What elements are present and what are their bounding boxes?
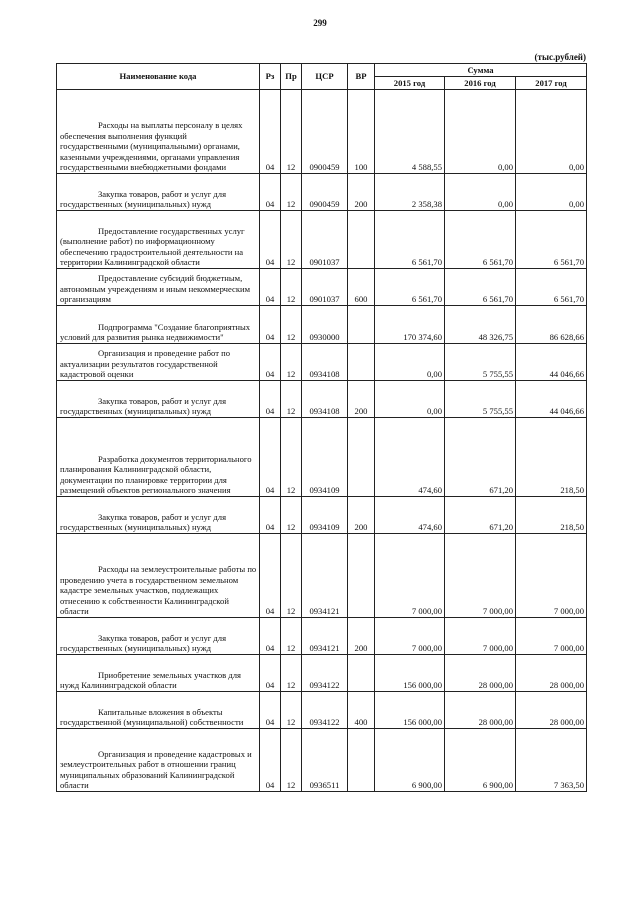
row-name-text: Капитальные вложения в объекты государственной (муниципальной) собственности (60, 706, 244, 728)
row-amount-2016: 6 561,70 (445, 269, 516, 306)
table-header-row (57, 64, 587, 77)
row-rz: 04 (260, 90, 281, 174)
row-name-text: Подпрограмма "Создание благоприятных условий для развития рынка недвижимости" (60, 321, 251, 343)
row-vr (348, 344, 375, 381)
row-name (57, 211, 260, 269)
row-vr (348, 418, 375, 497)
row-vr: 200 (348, 381, 375, 418)
row-amount-2017: 7 000,00 (516, 618, 587, 655)
row-rz: 04 (260, 692, 281, 729)
row-name-text: Закупка товаров, работ и услуг для государственных (муниципальных) нужд (60, 188, 227, 210)
row-pr: 12 (281, 618, 302, 655)
row-vr: 200 (348, 174, 375, 211)
table-body (57, 90, 587, 792)
row-amount-2016: 0,00 (445, 90, 516, 174)
table-row (57, 174, 587, 211)
row-pr: 12 (281, 692, 302, 729)
row-amount-2015: 6 900,00 (375, 729, 445, 792)
row-name (57, 90, 260, 174)
row-pr: 12 (281, 344, 302, 381)
table-row (57, 90, 587, 174)
row-name-text: Расходы на выплаты персоналу в целях обеспечения выполнения функций государственными (муниципальными) органами, казенными учреждениями, органами управления государственными внебюджетными фондами (60, 120, 243, 173)
row-csr: 0934121 (302, 618, 348, 655)
row-rz: 04 (260, 534, 281, 618)
row-amount-2017: 6 561,70 (516, 269, 587, 306)
unit-label: (тыс.рублей) (534, 52, 586, 62)
row-amount-2016: 7 000,00 (445, 618, 516, 655)
row-amount-2017: 28 000,00 (516, 692, 587, 729)
row-csr: 0934108 (302, 344, 348, 381)
table-row (57, 211, 587, 269)
row-amount-2016: 6 561,70 (445, 211, 516, 269)
row-rz: 04 (260, 344, 281, 381)
row-rz: 04 (260, 174, 281, 211)
table-row (57, 306, 587, 344)
row-csr: 0934121 (302, 534, 348, 618)
row-name (57, 618, 260, 655)
header-sum: Сумма (375, 64, 587, 77)
row-name-text: Предоставление субсидий бюджетным, автономным учреждениям и иным некоммерческим организациям (60, 273, 251, 305)
page-number: 299 (313, 18, 327, 28)
row-amount-2016: 671,20 (445, 497, 516, 534)
row-amount-2015: 474,60 (375, 418, 445, 497)
row-amount-2016: 5 755,55 (445, 344, 516, 381)
row-amount-2015: 170 374,60 (375, 306, 445, 344)
row-name-text: Закупка товаров, работ и услуг для государственных (муниципальных) нужд (60, 395, 227, 417)
row-name (57, 418, 260, 497)
row-csr: 0901037 (302, 211, 348, 269)
row-amount-2015: 6 561,70 (375, 269, 445, 306)
header-vr: ВР (348, 64, 375, 90)
row-pr: 12 (281, 729, 302, 792)
row-amount-2016: 48 326,75 (445, 306, 516, 344)
row-amount-2016: 671,20 (445, 418, 516, 497)
row-name-text: Расходы на землеустроительные работы по проведению учета в государственном земельном кадастре земельных участков, подлежащих отнесению к собственности Калининградской области (60, 564, 257, 617)
table-row (57, 418, 587, 497)
row-amount-2016: 7 000,00 (445, 534, 516, 618)
row-csr: 0930000 (302, 306, 348, 344)
row-amount-2015: 2 358,38 (375, 174, 445, 211)
row-vr (348, 534, 375, 618)
row-pr: 12 (281, 211, 302, 269)
row-amount-2017: 7 000,00 (516, 534, 587, 618)
row-vr (348, 655, 375, 692)
row-pr: 12 (281, 269, 302, 306)
table-row (57, 269, 587, 306)
row-name-text: Закупка товаров, работ и услуг для государственных (муниципальных) нужд (60, 511, 227, 533)
row-amount-2017: 7 363,50 (516, 729, 587, 792)
row-amount-2015: 474,60 (375, 497, 445, 534)
row-rz: 04 (260, 618, 281, 655)
row-amount-2016: 5 755,55 (445, 381, 516, 418)
row-name (57, 729, 260, 792)
row-amount-2015: 0,00 (375, 381, 445, 418)
row-name (57, 655, 260, 692)
row-pr: 12 (281, 534, 302, 618)
row-csr: 0900459 (302, 174, 348, 211)
table-row (57, 534, 587, 618)
row-amount-2015: 7 000,00 (375, 618, 445, 655)
row-name-text: Организация и проведение работ по актуализации результатов государственной кадастровой оценки (60, 348, 231, 380)
row-csr: 0934122 (302, 692, 348, 729)
budget-table (56, 63, 587, 792)
row-vr: 100 (348, 90, 375, 174)
row-name (57, 534, 260, 618)
row-amount-2016: 6 900,00 (445, 729, 516, 792)
table-row (57, 692, 587, 729)
row-name-text: Приобретение земельных участков для нужд Калининградской области (60, 669, 241, 691)
row-name (57, 692, 260, 729)
table-row (57, 729, 587, 792)
row-csr: 0934109 (302, 497, 348, 534)
row-rz: 04 (260, 269, 281, 306)
table-row (57, 618, 587, 655)
header-pr: Пр (281, 64, 302, 90)
row-amount-2017: 6 561,70 (516, 211, 587, 269)
row-name (57, 344, 260, 381)
row-amount-2017: 218,50 (516, 418, 587, 497)
row-rz: 04 (260, 211, 281, 269)
row-rz: 04 (260, 655, 281, 692)
row-name-text: Разработка документов территориального планирования Калининградской области, документации по планировке территории для размещений объектов регионального значения (60, 453, 252, 496)
row-amount-2017: 218,50 (516, 497, 587, 534)
row-amount-2015: 4 588,55 (375, 90, 445, 174)
row-pr: 12 (281, 174, 302, 211)
header-name: Наименование кода (57, 64, 260, 90)
row-amount-2017: 0,00 (516, 174, 587, 211)
row-csr: 0934109 (302, 418, 348, 497)
row-csr: 0900459 (302, 90, 348, 174)
row-rz: 04 (260, 418, 281, 497)
row-amount-2015: 156 000,00 (375, 655, 445, 692)
row-name-text: Предоставление государственных услуг (выполнение работ) по информационному обеспечению градостроительной деятельности на территории Калининградской области (60, 225, 245, 268)
row-vr: 600 (348, 269, 375, 306)
table-row (57, 344, 587, 381)
header-2017: 2017 год (516, 77, 587, 90)
row-amount-2015: 0,00 (375, 344, 445, 381)
row-vr (348, 306, 375, 344)
row-vr: 400 (348, 692, 375, 729)
header-2016: 2016 год (445, 77, 516, 90)
row-name (57, 174, 260, 211)
row-pr: 12 (281, 655, 302, 692)
row-pr: 12 (281, 306, 302, 344)
table-row (57, 655, 587, 692)
row-amount-2017: 86 628,66 (516, 306, 587, 344)
row-vr (348, 729, 375, 792)
row-name (57, 497, 260, 534)
row-amount-2017: 28 000,00 (516, 655, 587, 692)
row-amount-2016: 28 000,00 (445, 655, 516, 692)
row-amount-2017: 44 046,66 (516, 344, 587, 381)
row-csr: 0936511 (302, 729, 348, 792)
table-row (57, 381, 587, 418)
row-csr: 0901037 (302, 269, 348, 306)
row-pr: 12 (281, 497, 302, 534)
row-pr: 12 (281, 90, 302, 174)
row-rz: 04 (260, 306, 281, 344)
row-name (57, 306, 260, 344)
row-vr (348, 211, 375, 269)
row-vr: 200 (348, 618, 375, 655)
row-amount-2017: 0,00 (516, 90, 587, 174)
row-name (57, 269, 260, 306)
row-amount-2016: 28 000,00 (445, 692, 516, 729)
row-amount-2015: 6 561,70 (375, 211, 445, 269)
row-amount-2015: 156 000,00 (375, 692, 445, 729)
row-name-text: Организация и проведение кадастровых и землеустроительных работ в отношении границ муниципальных образований Калининградской области (60, 748, 252, 791)
row-csr: 0934108 (302, 381, 348, 418)
header-rz: Рз (260, 64, 281, 90)
row-amount-2017: 44 046,66 (516, 381, 587, 418)
row-amount-2016: 0,00 (445, 174, 516, 211)
row-amount-2015: 7 000,00 (375, 534, 445, 618)
row-name-text: Закупка товаров, работ и услуг для государственных (муниципальных) нужд (60, 632, 227, 654)
row-rz: 04 (260, 497, 281, 534)
row-pr: 12 (281, 418, 302, 497)
row-vr: 200 (348, 497, 375, 534)
row-csr: 0934122 (302, 655, 348, 692)
row-pr: 12 (281, 381, 302, 418)
table-row (57, 497, 587, 534)
header-csr: ЦСР (302, 64, 348, 90)
row-rz: 04 (260, 381, 281, 418)
row-name (57, 381, 260, 418)
header-2015: 2015 год (375, 77, 445, 90)
row-rz: 04 (260, 729, 281, 792)
